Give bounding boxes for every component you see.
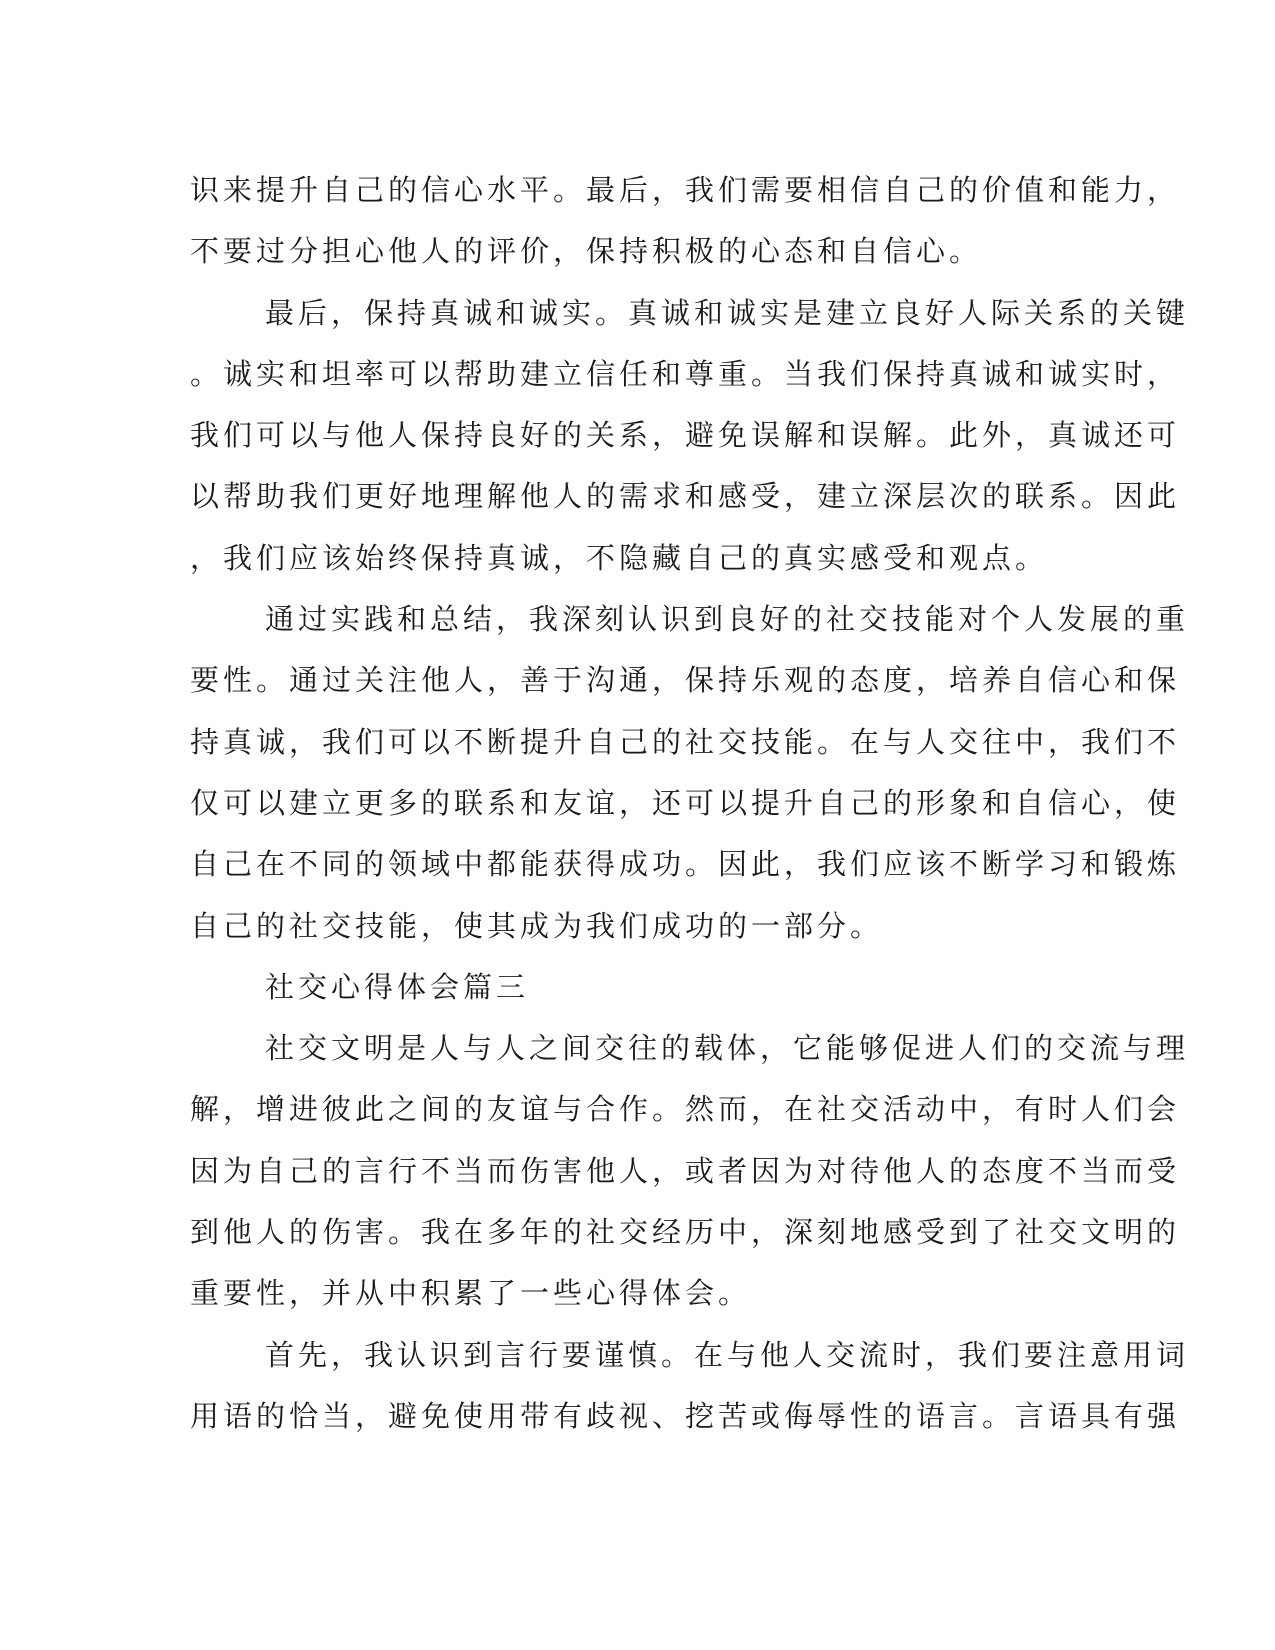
paragraph-first-line: 通过实践和总结，我深刻认识到良好的社交技能对个人发展的重: [265, 602, 1190, 637]
paragraph-line: 用语的恰当，避免使用带有歧视、挖苦或侮辱性的语言。言语具有强: [190, 1398, 1181, 1433]
paragraph-line: 仅可以建立更多的联系和友谊，还可以提升自己的形象和自信心，使: [190, 785, 1181, 820]
paragraph-line: 因为自己的言行不当而伤害他人，或者因为对待他人的态度不当而受: [190, 1153, 1181, 1188]
paragraph-line: 持真诚，我们可以不断提升自己的社交技能。在与人交往中，我们不: [190, 724, 1181, 759]
paragraph-line: 到他人的伤害。我在多年的社交经历中，深刻地感受到了社交文明的: [190, 1215, 1181, 1250]
paragraph-line: 要性。通过关注他人，善于沟通，保持乐观的态度，培养自信心和保: [190, 663, 1181, 698]
paragraph-line: 自己在不同的领域中都能获得成功。因此，我们应该不断学习和锻炼: [190, 847, 1181, 882]
paragraph-line: 不要过分担心他人的评价，保持积极的心态和自信心。: [190, 234, 983, 269]
paragraph-line: 自己的社交技能，使其成为我们成功的一部分。: [190, 908, 884, 943]
paragraph-line: 以帮助我们更好地理解他人的需求和感受，建立深层次的联系。因此: [190, 479, 1181, 514]
paragraph-line: 识来提升自己的信心水平。最后，我们需要相信自己的价值和能力，: [190, 173, 1181, 207]
paragraph-line: ，我们应该始终保持真诚，不隐藏自己的真实感受和观点。: [190, 540, 1049, 575]
paragraph-line: 解，增进彼此之间的友谊与合作。然而，在社交活动中，有时人们会: [190, 1092, 1181, 1127]
paragraph-line: 重要性，并从中积累了一些心得体会。: [190, 1276, 752, 1311]
paragraph-first-line: 最后，保持真诚和诚实。真诚和诚实是建立良好人际关系的关键: [265, 295, 1190, 330]
paragraph-first-line: 社交文明是人与人之间交往的载体，它能够促进人们的交流与理: [265, 1031, 1190, 1066]
paragraph-first-line: 社交心得体会篇三: [265, 969, 530, 1004]
body-text: [190, 160, 1190, 1447]
paragraph-line: 我们可以与他人保持良好的关系，避免误解和误解。此外，真诚还可: [190, 418, 1181, 453]
paragraph-line: 。诚实和坦率可以帮助建立信任和尊重。当我们保持真诚和诚实时，: [190, 356, 1181, 391]
paragraph-first-line: 首先，我认识到言行要谨慎。在与他人交流时，我们要注意用词: [265, 1337, 1190, 1372]
